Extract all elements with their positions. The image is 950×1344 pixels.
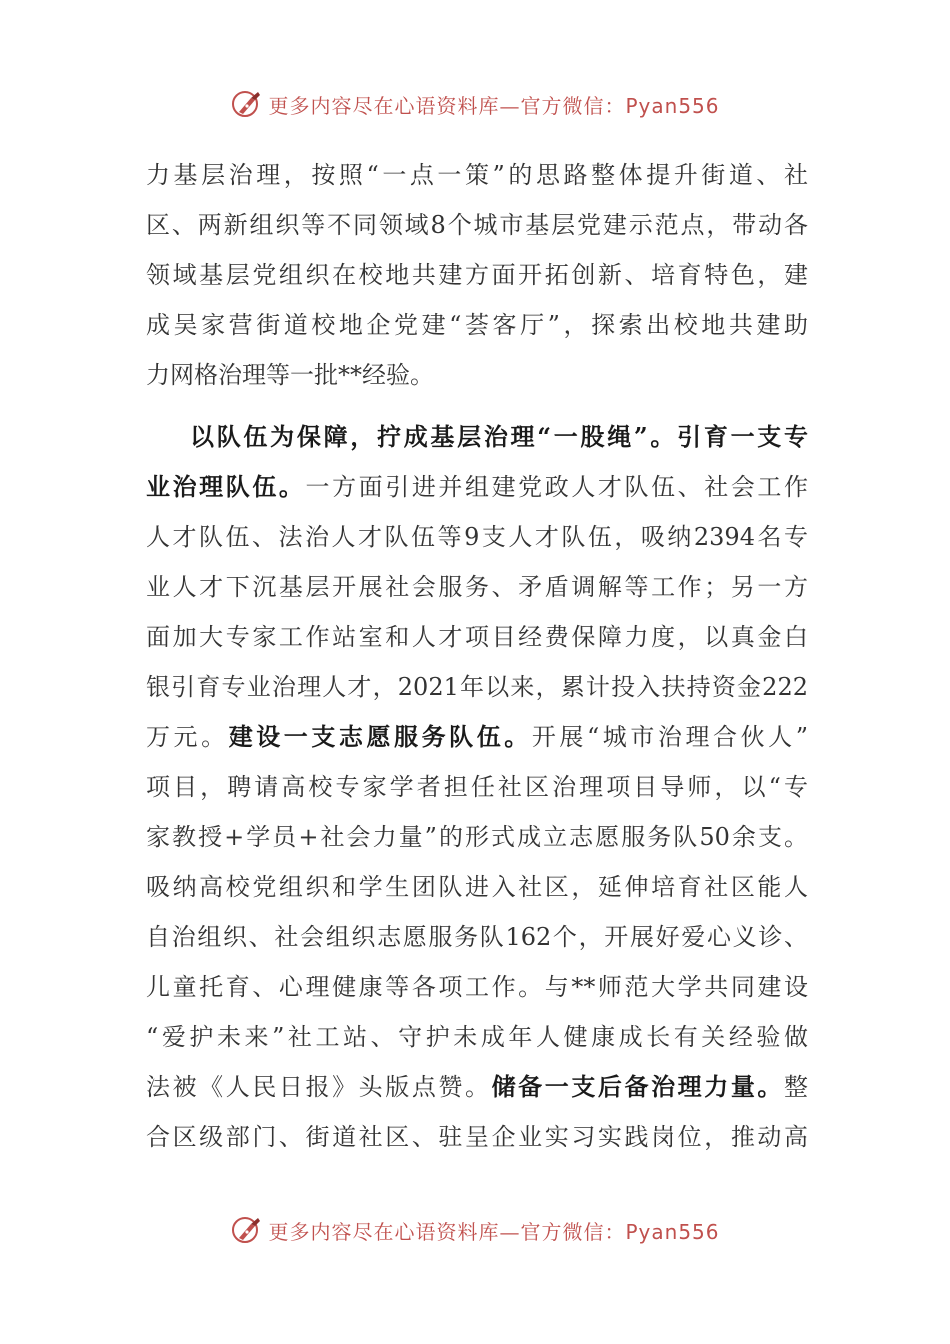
footer-banner-text: 更多内容尽在心语资料库—官方微信：Pyan556	[268, 1219, 720, 1244]
paragraph-2-line: 儿童托育、心理健康等各项工作。与**师范大学共同建设	[146, 973, 808, 1001]
paragraph-2-heading-line: 以队伍为保障，拧成基层治理“一股绳”。引育一支专	[190, 422, 808, 451]
paragraph-2-line: 吸纳高校党组织和学生团队进入社区，延伸培育社区能人	[146, 873, 808, 901]
paragraph-2-line: 家教授+学员+社会力量”的形式成立志愿服务队50余支。	[146, 823, 808, 851]
paragraph-2-line: 自治组织、社会组织志愿服务队162个，开展好爱心义诊、	[146, 923, 808, 951]
subheading-professional-team: 业治理队伍。	[146, 472, 306, 501]
paragraph-2-line: “爱护未来”社工站、守护未成年人健康成长有关经验做	[146, 1023, 808, 1051]
header-banner	[0, 84, 950, 124]
subheading-reserve-force: 储备一支后备治理力量。	[491, 1072, 785, 1101]
header-banner-text: 更多内容尽在心语资料库—官方微信：Pyan556	[268, 93, 720, 118]
wechat-handle: Pyan556	[625, 1219, 720, 1244]
paragraph-2-line: 银引育专业治理人才，2021年以来，累计投入扶持资金222	[146, 673, 808, 701]
paragraph-2-line: 合区级部门、街道社区、驻呈企业实习实践岗位，推动高	[146, 1123, 808, 1151]
footer-banner	[0, 1210, 950, 1250]
paragraph-2-line: 业治理队伍。一方面引进并组建党政人才队伍、社会工作	[146, 472, 808, 501]
paragraph-1-line: 成吴家营街道校地企党建“荟客厅”，探索出校地共建助	[146, 311, 808, 339]
paragraph-1-line: 领域基层党组织在校地共建方面开拓创新、培育特色，建	[146, 261, 808, 289]
paragraph-2-line: 人才队伍、法治人才队伍等9支人才队伍，吸纳2394名专	[146, 523, 808, 551]
wechat-handle: Pyan556	[625, 93, 720, 118]
paragraph-1-line: 力网格治理等一批**经验。	[146, 361, 434, 389]
paragraph-1-line: 区、两新组织等不同领域8个城市基层党建示范点，带动各	[146, 211, 808, 239]
paragraph-2-line: 业人才下沉基层开展社会服务、矛盾调解等工作；另一方	[146, 573, 808, 601]
subheading-volunteer-team: 建设一支志愿服务队伍。	[228, 722, 532, 751]
paragraph-2-line: 面加大专家工作站室和人才项目经费保障力度，以真金白	[146, 623, 808, 651]
paragraph-2-line: 法被《人民日报》头版点赞。储备一支后备治理力量。整	[146, 1072, 809, 1101]
paragraph-2-line: 万元。建设一支志愿服务队伍。开展“城市治理合伙人”	[146, 722, 809, 751]
pen-nib-logo-icon	[230, 87, 264, 121]
paragraph-1-line: 力基层治理，按照“一点一策”的思路整体提升街道、社	[146, 161, 808, 189]
paragraph-2-line: 项目，聘请高校专家学者担任社区治理项目导师，以“专	[146, 773, 808, 801]
document-body	[146, 150, 808, 1162]
pen-nib-logo-icon	[230, 1213, 264, 1247]
